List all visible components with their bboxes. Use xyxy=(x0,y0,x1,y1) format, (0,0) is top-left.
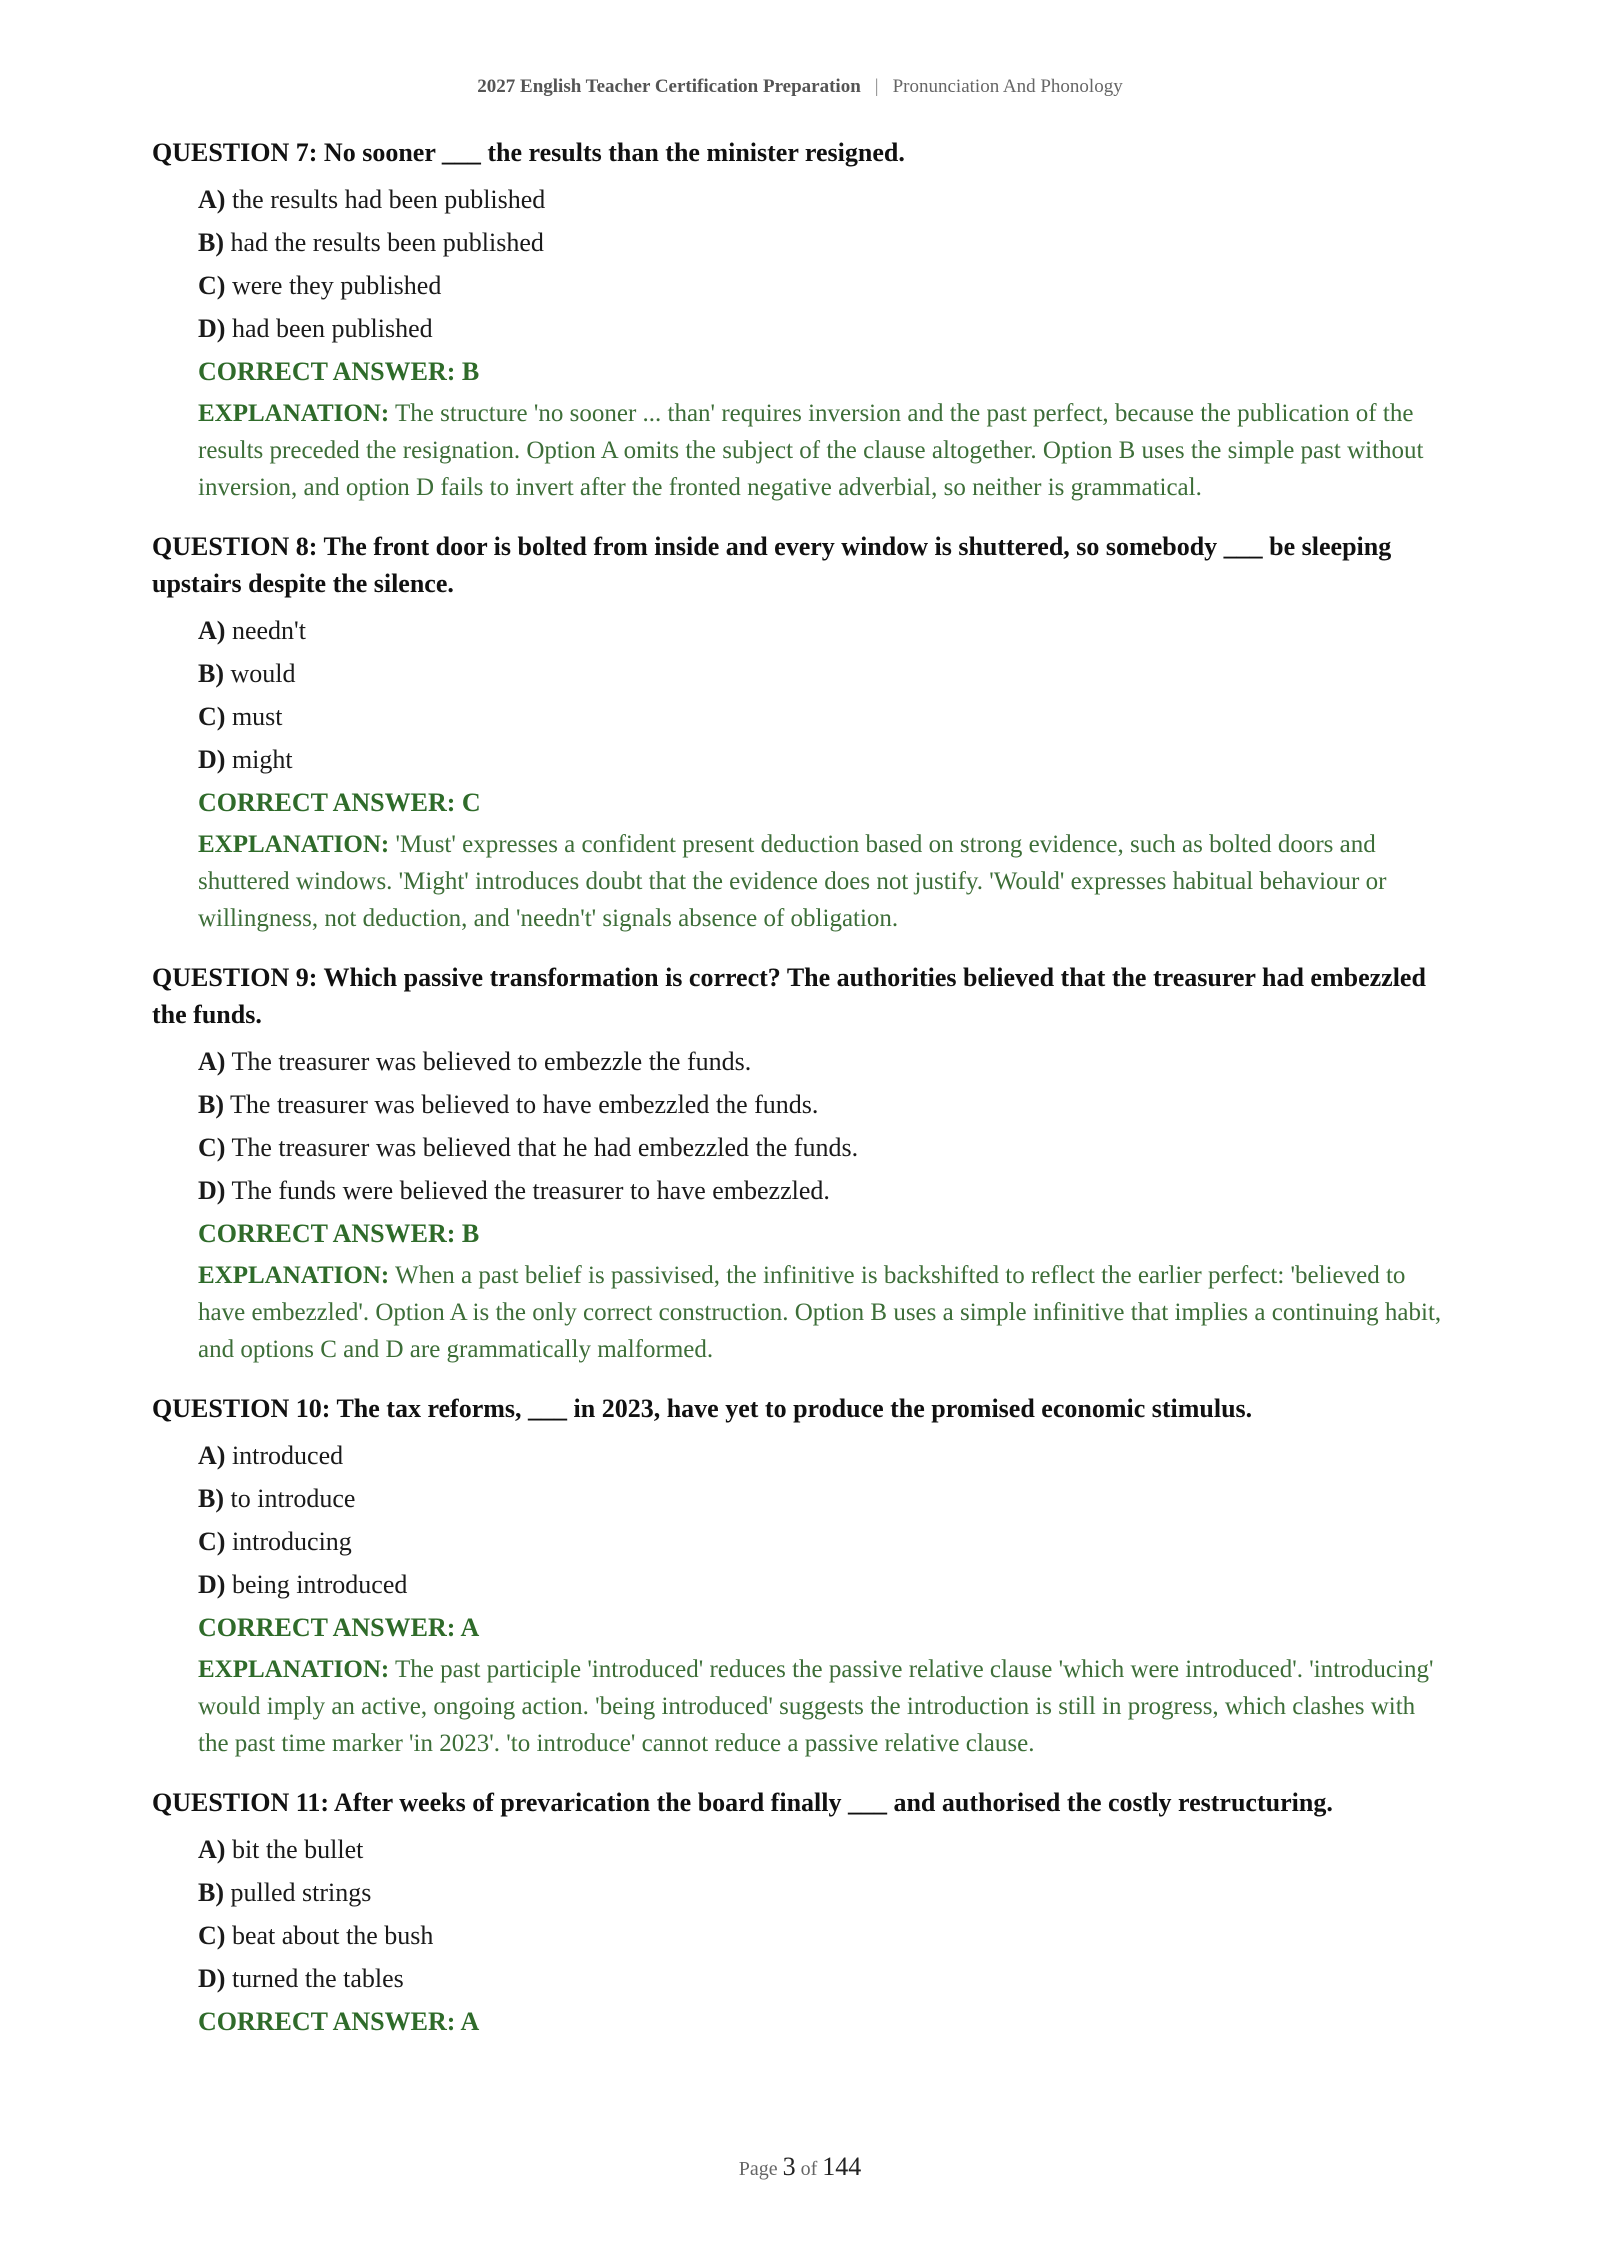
question-block xyxy=(152,959,1442,1368)
answer-option xyxy=(198,1871,1442,1914)
answer-option xyxy=(198,609,1442,652)
option-text: had been published xyxy=(231,314,433,343)
correct-answer xyxy=(198,1606,1442,1649)
correct-answer-value: A xyxy=(460,1613,480,1642)
explanation xyxy=(198,395,1442,506)
option-letter: C) xyxy=(198,1527,226,1556)
correct-answer-label: CORRECT ANSWER: xyxy=(198,2007,461,2036)
explanation-label: EXPLANATION: xyxy=(198,1656,390,1683)
explanation xyxy=(198,1651,1442,1762)
question-stem: QUESTION 7: No sooner ___ the results than the minister resigned. xyxy=(152,138,905,167)
question-stem: QUESTION 11: After weeks of prevarication the board finally ___ and authorised the costly restructuring. xyxy=(152,1788,1333,1817)
correct-answer-value: C xyxy=(461,788,481,817)
explanation xyxy=(198,1257,1442,1368)
correct-answer-value: A xyxy=(460,2007,480,2036)
option-text: introducing xyxy=(231,1527,352,1556)
question-stem: QUESTION 10: The tax reforms, ___ in 2023, have yet to produce the promised economic stimulus. xyxy=(152,1394,1253,1423)
option-text: beat about the bush xyxy=(231,1921,434,1950)
header-title: 2027 English Teacher Certification Preparation xyxy=(477,76,861,97)
answer-options xyxy=(198,609,1442,781)
explanation-text: The past participle 'introduced' reduces the passive relative clause 'which were introduced'. 'introducing' would imply an active, ongoing action. 'being introduced' suggests the introduction is still in progress, which clashes with the past time marker 'in 2023'. 'to introduce' cannot reduce a passive relative clause. xyxy=(198,1656,1434,1757)
option-letter: B) xyxy=(198,1484,224,1513)
answer-option xyxy=(198,1169,1442,1212)
correct-answer xyxy=(198,350,1442,393)
answer-option xyxy=(198,307,1442,350)
option-text: were they published xyxy=(231,271,442,300)
option-text: might xyxy=(231,745,293,774)
correct-answer-value: B xyxy=(461,1219,480,1248)
option-text: turned the tables xyxy=(231,1964,404,1993)
answer-option xyxy=(198,1914,1442,1957)
answer-option xyxy=(198,1957,1442,2000)
option-letter: C) xyxy=(198,271,226,300)
answer-option xyxy=(198,1126,1442,1169)
option-letter: A) xyxy=(198,616,226,645)
option-text: pulled strings xyxy=(230,1878,372,1907)
answer-option xyxy=(198,264,1442,307)
question-block xyxy=(152,1784,1442,2043)
answer-option xyxy=(198,1477,1442,1520)
option-letter: A) xyxy=(198,1047,226,1076)
correct-answer-label: CORRECT ANSWER: xyxy=(198,788,462,817)
correct-answer xyxy=(198,781,1442,824)
answer-option xyxy=(198,738,1442,781)
option-text: The treasurer was believed to embezzle the funds. xyxy=(231,1047,752,1076)
option-text: would xyxy=(230,659,296,688)
option-text: bit the bullet xyxy=(231,1835,364,1864)
option-text: The treasurer was believed to have embezzled the funds. xyxy=(230,1090,819,1119)
correct-answer xyxy=(198,2000,1442,2043)
option-text: introduced xyxy=(231,1441,344,1470)
explanation-text: 'Must' expresses a confident present deduction based on strong evidence, such as bolted doors and shuttered windows. 'Might' introduces doubt that the evidence does not justify. 'Would' expresses habitual behaviour or willingness, not deduction, and 'needn't' signals absence of obligation. xyxy=(198,831,1387,932)
explanation-text: The structure 'no sooner ... than' requires inversion and the past perfect, because the publication of the results preceded the resignation. Option A omits the subject of the clause altogether. Option B uses the simple past without inversion, and option D fails to invert after the fronted negative adverbial, so neither is grammatical. xyxy=(198,400,1424,501)
option-letter: A) xyxy=(198,1835,226,1864)
option-letter: C) xyxy=(198,702,226,731)
answer-option xyxy=(198,1434,1442,1477)
answer-option xyxy=(198,652,1442,695)
answer-options xyxy=(198,1828,1442,2000)
question-block xyxy=(152,134,1442,506)
option-letter: B) xyxy=(198,659,224,688)
option-text: had the results been published xyxy=(230,228,544,257)
answer-option xyxy=(198,178,1442,221)
option-letter: D) xyxy=(198,745,226,774)
option-text: must xyxy=(231,702,283,731)
page-prefix: Page xyxy=(738,2158,778,2180)
question-block xyxy=(152,1390,1442,1762)
option-text: the results had been published xyxy=(231,185,546,214)
answer-option xyxy=(198,695,1442,738)
page-total: 144 xyxy=(822,2152,862,2181)
explanation-text: When a past belief is passivised, the infinitive is backshifted to reflect the earlier perfect: 'believed to have embezzled'. Option A is the only correct construction. Option B uses a simple infinitive that implies a continuing habit, and options C and D are grammatically malformed. xyxy=(198,1262,1442,1363)
option-letter: B) xyxy=(198,228,224,257)
option-letter: A) xyxy=(198,185,226,214)
correct-answer-label: CORRECT ANSWER: xyxy=(198,1613,461,1642)
option-letter: D) xyxy=(198,1570,226,1599)
option-text: The treasurer was believed that he had embezzled the funds. xyxy=(231,1133,859,1162)
correct-answer-value: B xyxy=(461,357,480,386)
page-current: 3 xyxy=(782,2152,796,2181)
answer-option xyxy=(198,1520,1442,1563)
option-text: to introduce xyxy=(230,1484,356,1513)
answer-option xyxy=(198,221,1442,264)
answer-option xyxy=(198,1828,1442,1871)
question-stem: QUESTION 9: Which passive transformation is correct? The authorities believed that the treasurer had embezzled the funds. xyxy=(152,963,1426,1029)
running-header xyxy=(0,76,1600,98)
answer-options xyxy=(198,1040,1442,1212)
option-letter: C) xyxy=(198,1921,226,1950)
option-letter: D) xyxy=(198,1176,226,1205)
correct-answer xyxy=(198,1212,1442,1255)
answer-options xyxy=(198,178,1442,350)
answer-option xyxy=(198,1563,1442,1606)
page-of-label: of xyxy=(800,2158,818,2180)
answer-option xyxy=(198,1083,1442,1126)
explanation-label: EXPLANATION: xyxy=(198,400,390,427)
option-letter: B) xyxy=(198,1878,224,1907)
header-separator: | xyxy=(874,76,879,97)
correct-answer-label: CORRECT ANSWER: xyxy=(198,1219,462,1248)
questions-list xyxy=(152,134,1442,2065)
answer-options xyxy=(198,1434,1442,1606)
page-footer xyxy=(0,2152,1600,2182)
question-block xyxy=(152,528,1442,937)
header-section: Pronunciation And Phonology xyxy=(892,76,1123,97)
option-letter: D) xyxy=(198,314,226,343)
correct-answer-label: CORRECT ANSWER: xyxy=(198,357,462,386)
option-letter: B) xyxy=(198,1090,224,1119)
answer-option xyxy=(198,1040,1442,1083)
option-text: needn't xyxy=(231,616,306,645)
option-letter: C) xyxy=(198,1133,226,1162)
option-letter: A) xyxy=(198,1441,226,1470)
option-text: The funds were believed the treasurer to have embezzled. xyxy=(231,1176,830,1205)
explanation-label: EXPLANATION: xyxy=(198,1262,390,1289)
question-stem: QUESTION 8: The front door is bolted from inside and every window is shuttered, so somebody ___ be sleeping upstairs despite the silence. xyxy=(152,532,1392,598)
explanation xyxy=(198,826,1442,937)
option-text: being introduced xyxy=(231,1570,408,1599)
option-letter: D) xyxy=(198,1964,226,1993)
explanation-label: EXPLANATION: xyxy=(198,831,390,858)
